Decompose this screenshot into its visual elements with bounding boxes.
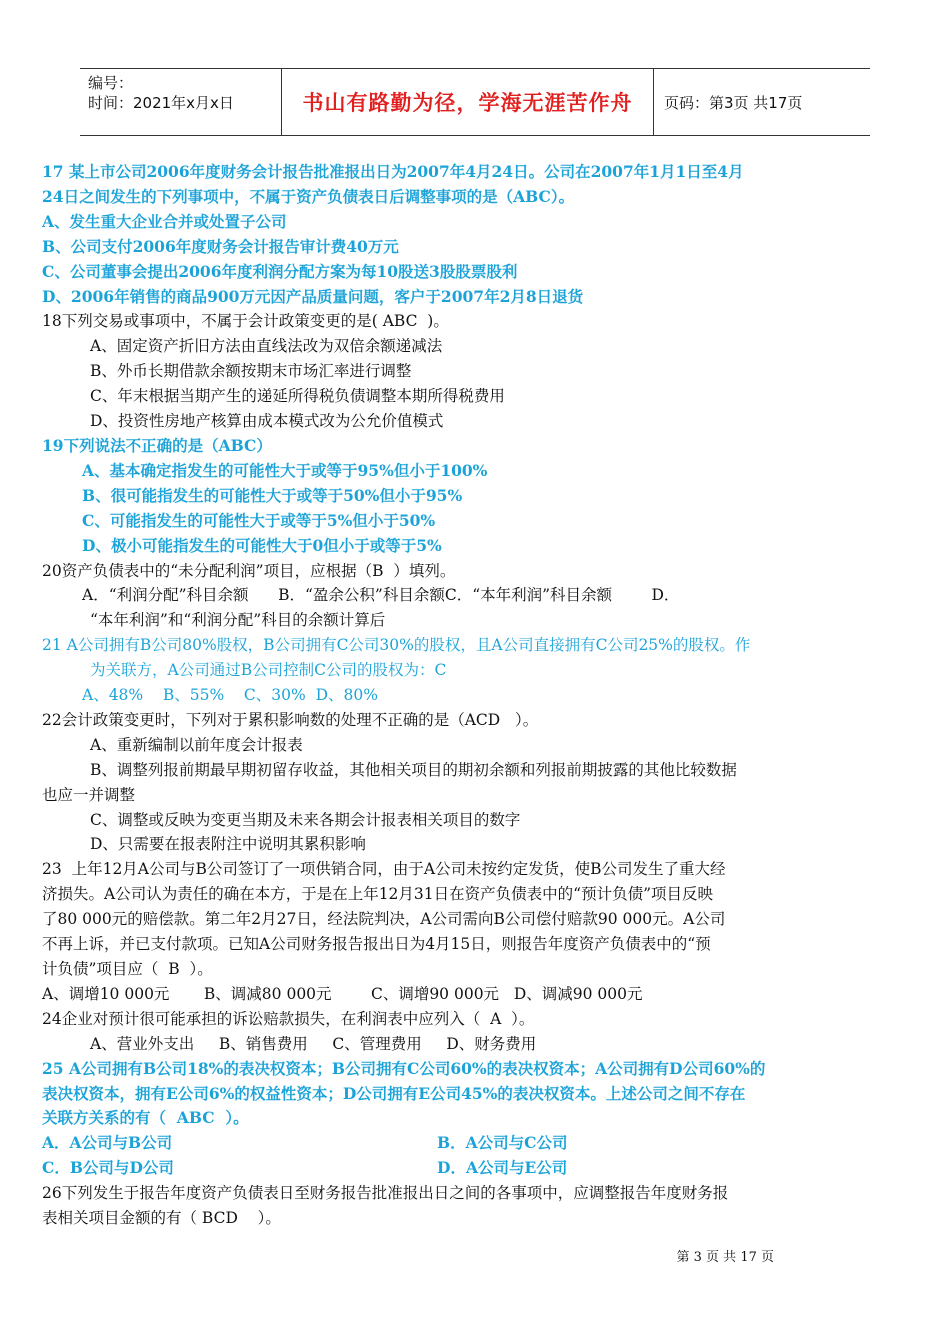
- q24-stem: 24企业对预计很可能承担的诉讼赔款损失，在利润表中应列入（ A ）。: [42, 1009, 535, 1028]
- page-footer: 第 3 页 共 17 页: [676, 1250, 774, 1265]
- q22-option-d: D、只需要在报表附注中说明其累积影响: [90, 835, 366, 854]
- q18-option-a: A、固定资产折旧方法由直线法改为双倍余额递减法: [90, 337, 443, 356]
- page-header: [80, 68, 870, 136]
- q25-option-a: A．A公司与B公司: [42, 1133, 173, 1153]
- page-label: 页码：第3页 共17页: [664, 93, 803, 112]
- q17-option-c: C、公司董事会提出2006年度利润分配方案为每10股送3股股票股利: [42, 261, 518, 281]
- q19-option-d: D、极小可能指发生的可能性大于0但小于或等于5%: [82, 535, 442, 555]
- q17-stem-cont: 24日之间发生的下列事项中，不属于资产负债表日后调整事项的是（ABC）。: [42, 186, 575, 206]
- q23-stem-line5: 计负债”项目应（ B ）。: [42, 960, 213, 978]
- q18-option-c: C、年末根据当期产生的递延所得税负债调整本期所得税费用: [90, 387, 505, 406]
- q19-option-c: C、可能指发生的可能性大于或等于5%但小于50%: [82, 510, 436, 530]
- q25-stem-line2: 表决权资本，拥有E公司6%的权益性资本；D公司拥有E公司45%的表决权资本。上述公司之间不存在: [42, 1083, 746, 1103]
- q22-option-a: A、重新编制以前年度会计报表: [90, 735, 303, 754]
- q22-option-b: B、调整列报前期最早期初留存收益，其他相关项目的期初余额和列报前期披露的其他比较数据: [90, 760, 737, 779]
- q20-options-cont: “本年利润”和“利润分配”科目的余额计算后: [90, 611, 386, 630]
- q22-option-b-cont: 也应一并调整: [42, 785, 136, 804]
- q25-option-c: C．B公司与D公司: [42, 1158, 174, 1178]
- q19-stem: 19下列说法不正确的是（ABC）: [42, 435, 272, 455]
- q25-stem: 25 A公司拥有B公司18%的表决权资本；B公司拥有C公司60%的表决权资本；A公司拥有D公司60%的: [42, 1058, 766, 1078]
- q23-stem-line2: 济损失。A公司认为责任的确在本方，于是在上年12月31日在资产负债表中的“预计负债”项目反映: [42, 885, 713, 904]
- q23-options: A、调增10 000元 B、调减80 000元 C、调增90 000元 D、调减90 000元: [42, 984, 643, 1003]
- q20-stem: 20资产负债表中的“未分配利润”项目，应根据（B ）填列。: [42, 561, 456, 580]
- q25-option-d: D．A公司与E公司: [437, 1158, 568, 1178]
- q25-options-row2: [42, 1156, 910, 1181]
- q26-stem-cont: 表相关项目金额的有（ BCD ）。: [42, 1209, 281, 1228]
- q23-stem-line4: 不再上诉，并已支付款项。已知A公司财务报告报出日为4月15日，则报告年度资产负债表中的“预: [42, 935, 711, 954]
- date-label: 时间：2021年x月x日: [88, 94, 234, 112]
- q26-stem: 26下列发生于报告年度资产负债表日至财务报告批准报出日之间的各事项中，应调整报告年度财务报: [42, 1184, 729, 1203]
- q18-stem: 18下列交易或事项中，不属于会计政策变更的是( ABC )。: [42, 312, 449, 331]
- q19-option-a: A、基本确定指发生的可能性大于或等于95%但小于100%: [82, 460, 488, 480]
- q17-option-d: D、2006年销售的商品900万元因产品质量问题，客户于2007年2月8日退货: [42, 286, 584, 306]
- q23-stem: 23 上年12月A公司与B公司签订了一项供销合同，由于A公司未按约定发货，使B公司发生了重大经: [42, 860, 726, 879]
- q22-option-c: C、调整或反映为变更当期及未来各期会计报表相关项目的数字: [90, 810, 521, 829]
- q19-option-b: B、很可能指发生的可能性大于或等于50%但小于95%: [82, 485, 463, 505]
- document-body: [42, 160, 910, 1231]
- q21-options: A、48% B、55% C、30% D、80%: [82, 686, 378, 705]
- q17-option-a: A、发生重大企业合并或处置子公司: [42, 211, 287, 231]
- q20-options: A．“利润分配”科目余额 B．“盈余公积”科目余额C．“本年利润”科目余额 D．: [82, 586, 680, 605]
- header-meta: [80, 69, 282, 135]
- q24-options: A、营业外支出 B、销售费用 C、管理费用 D、财务费用: [90, 1034, 537, 1053]
- q22-stem: 22会计政策变更时，下列对于累积影响数的处理不正确的是（ACD ）。: [42, 710, 539, 729]
- q25-stem-line3: 关联方关系的有（ ABC ）。: [42, 1108, 249, 1128]
- q25-option-b: B．A公司与C公司: [437, 1133, 568, 1153]
- q23-stem-line3: 了80 000元的赔偿款。第二年2月27日，经法院判决，A公司需向B公司偿付赔款90 000元。A公司: [42, 910, 726, 929]
- number-label: 编号：: [88, 74, 134, 92]
- q25-options-row1: [42, 1131, 910, 1156]
- q21-stem: 21 A公司拥有B公司80%股权，B公司拥有C公司30%的股权，且A公司直接拥有C公司25%的股权。作: [42, 636, 751, 655]
- q18-option-d: D、投资性房地产核算由成本模式改为公允价值模式: [90, 412, 444, 431]
- q17-option-b: B、公司支付2006年度财务会计报告审计费40万元: [42, 236, 399, 256]
- q21-stem-cont: 为关联方，A公司通过B公司控制C公司的股权为：C: [90, 661, 447, 680]
- q18-option-b: B、外币长期借款余额按期末市场汇率进行调整: [90, 362, 412, 381]
- q17-stem: 17 某上市公司2006年度财务会计报告批准报出日为2007年4月24日。公司在2007年1月1日至4月: [42, 162, 744, 181]
- motto: 书山有路勤为径，学海无涯苦作舟: [282, 69, 654, 135]
